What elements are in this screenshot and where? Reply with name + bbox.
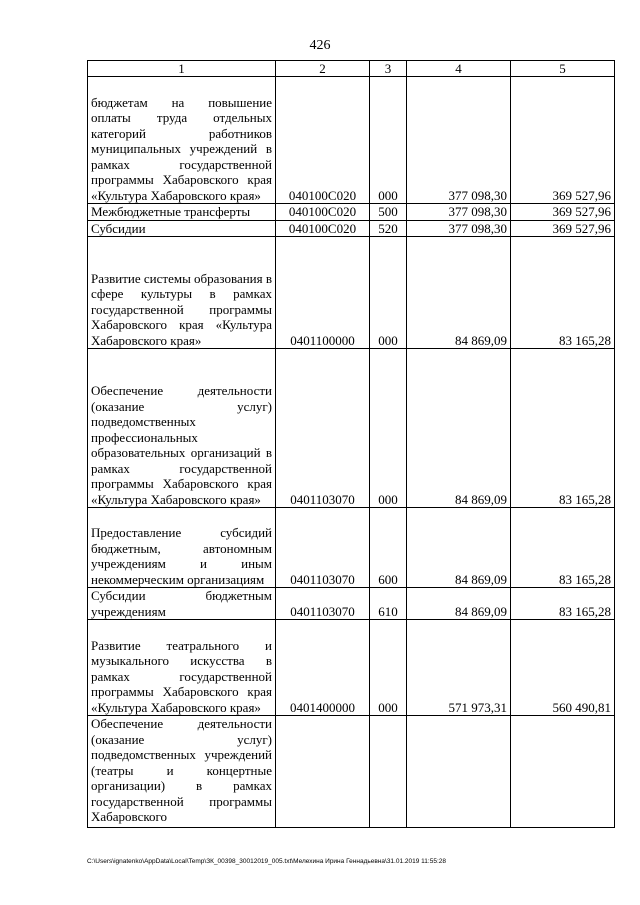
amount-col5 xyxy=(511,716,615,828)
target-code: 0401103070 xyxy=(276,588,370,620)
expense-type: 000 xyxy=(370,620,407,716)
amount-col4: 84 869,09 xyxy=(407,508,511,588)
amount-col5: 83 165,28 xyxy=(511,237,615,349)
amount-col4: 571 973,31 xyxy=(407,620,511,716)
expense-type: 500 xyxy=(370,204,407,221)
table-row xyxy=(88,508,615,588)
item-name: Субсидии бюджетным учреждениям xyxy=(88,588,276,620)
column-header: 2 xyxy=(276,61,370,77)
target-code: 040100С020 xyxy=(276,204,370,221)
column-header: 3 xyxy=(370,61,407,77)
expense-type: 000 xyxy=(370,349,407,508)
amount-col4: 84 869,09 xyxy=(407,588,511,620)
amount-col5: 560 490,81 xyxy=(511,620,615,716)
table-row xyxy=(88,237,615,349)
expense-type: 000 xyxy=(370,237,407,349)
amount-col4: 84 869,09 xyxy=(407,237,511,349)
expense-type xyxy=(370,716,407,828)
table-row xyxy=(88,588,615,620)
item-name: Межбюджетные трансферты xyxy=(88,204,276,221)
table-row xyxy=(88,77,615,204)
budget-table xyxy=(87,60,615,828)
amount-col5: 83 165,28 xyxy=(511,588,615,620)
table-row xyxy=(88,204,615,221)
target-code: 040100С020 xyxy=(276,220,370,237)
page-number: 426 xyxy=(309,38,331,53)
amount-col5: 369 527,96 xyxy=(511,77,615,204)
column-header: 5 xyxy=(511,61,615,77)
item-name: бюджетам на повышение оплаты труда отдельных категорий работников муниципальных учреждений в рамках государственной программы Хабаровского края «Культура Хабаровского края» xyxy=(88,77,276,204)
item-name: Обеспечение деятельности (оказание услуг) подведомственных учреждений (театры и концертные организации) в рамках государственной программы Хабаровского xyxy=(88,716,276,828)
amount-col5: 369 527,96 xyxy=(511,204,615,221)
amount-col4: 84 869,09 xyxy=(407,349,511,508)
target-code: 0401103070 xyxy=(276,349,370,508)
expense-type: 520 xyxy=(370,220,407,237)
target-code: 040100С020 xyxy=(276,77,370,204)
target-code xyxy=(276,716,370,828)
expense-type: 000 xyxy=(370,77,407,204)
target-code: 0401400000 xyxy=(276,620,370,716)
amount-col5: 369 527,96 xyxy=(511,220,615,237)
table-row xyxy=(88,349,615,508)
target-code: 0401100000 xyxy=(276,237,370,349)
table-row xyxy=(88,220,615,237)
amount-col5: 83 165,28 xyxy=(511,508,615,588)
item-name: Предоставление субсидий бюджетным, автономным учреждениям и иным некоммерческим организациям xyxy=(88,508,276,588)
file-path-footer: C:\Users\ignatenko\AppData\Local\Temp\ЗК_00398_30012019_005.txt\Мелехина Ирина Геннадьевна\31.01.2019 11:55:28 xyxy=(87,858,446,865)
column-header: 1 xyxy=(88,61,276,77)
amount-col4: 377 098,30 xyxy=(407,220,511,237)
item-name: Обеспечение деятельности (оказание услуг) подведомственных профессиональных образовательных организаций в рамках государственной программы Хабаровского края «Культура Хабаровского края» xyxy=(88,349,276,508)
expense-type: 600 xyxy=(370,508,407,588)
item-name: Развитие театрального и музыкального искусства в рамках государственной программы Хабаровского края «Культура Хабаровского края» xyxy=(88,620,276,716)
amount-col5: 83 165,28 xyxy=(511,349,615,508)
table-header-row xyxy=(88,61,615,77)
item-name: Развитие системы образования в сфере культуры в рамках государственной программы Хабаровского края «Культура Хабаровского края» xyxy=(88,237,276,349)
table-row xyxy=(88,620,615,716)
column-header: 4 xyxy=(407,61,511,77)
expense-type: 610 xyxy=(370,588,407,620)
table-row xyxy=(88,716,615,828)
amount-col4 xyxy=(407,716,511,828)
item-name: Субсидии xyxy=(88,220,276,237)
amount-col4: 377 098,30 xyxy=(407,77,511,204)
amount-col4: 377 098,30 xyxy=(407,204,511,221)
target-code: 0401103070 xyxy=(276,508,370,588)
